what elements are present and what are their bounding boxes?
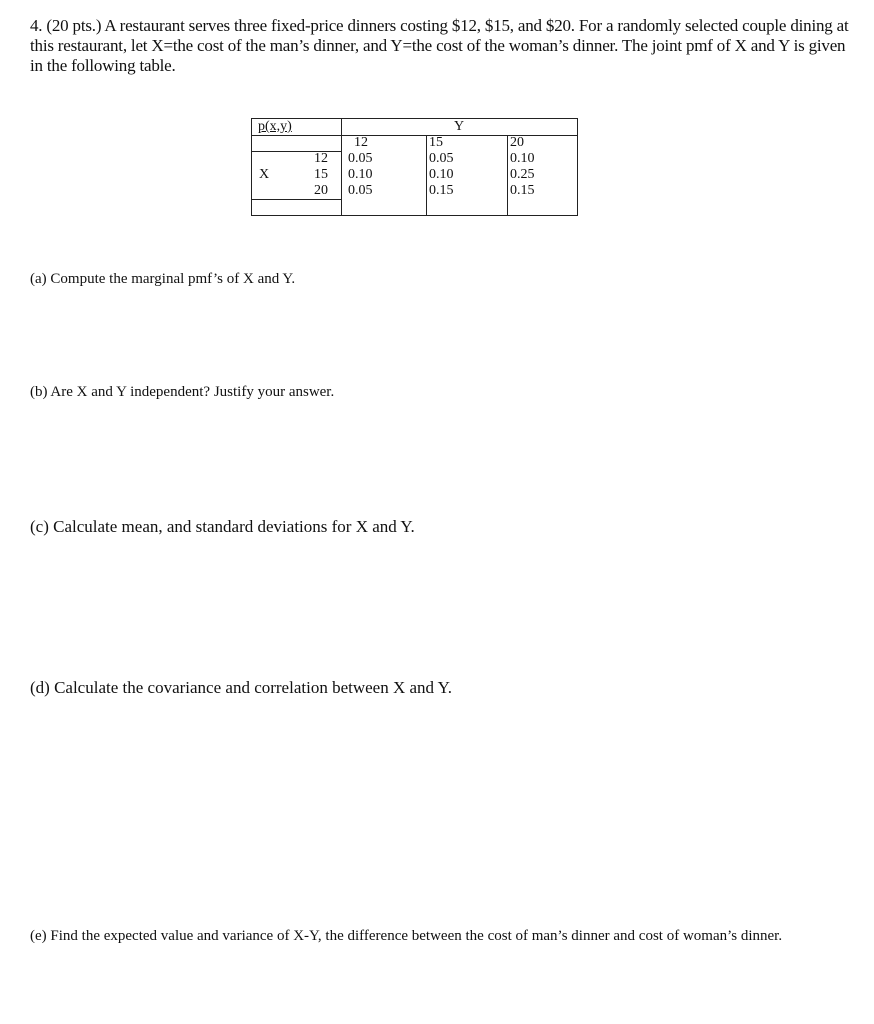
part-a: (a) Compute the marginal pmf’s of X and Y.	[30, 271, 296, 287]
probability-cell: 0.05	[348, 151, 373, 166]
joint-pmf-table	[251, 118, 578, 216]
x-value: 15	[314, 167, 328, 182]
part-c: (c) Calculate mean, and standard deviations for X and Y.	[30, 517, 415, 536]
part-d: (d) Calculate the covariance and correlation between X and Y.	[30, 678, 452, 697]
probability-cell: 0.10	[348, 167, 373, 182]
probability-cell: 0.05	[429, 151, 454, 166]
table-divider	[341, 119, 342, 215]
part-b: (b) Are X and Y independent? Justify your answer.	[30, 384, 335, 400]
probability-cell: 0.15	[510, 183, 535, 198]
row-variable-label: X	[259, 167, 270, 182]
probability-cell: 0.05	[348, 183, 373, 198]
problem-points: (20 pts.)	[46, 16, 102, 35]
probability-cell: 0.25	[510, 167, 535, 182]
y-value: 20	[510, 135, 524, 150]
problem-statement	[30, 16, 850, 76]
corner-label: p(x,y)	[258, 119, 292, 134]
x-value: 20	[314, 183, 328, 198]
probability-cell: 0.15	[429, 183, 454, 198]
y-value: 12	[354, 135, 368, 150]
table-divider	[252, 135, 577, 136]
column-variable-label: Y	[454, 119, 465, 134]
y-value: 15	[429, 135, 443, 150]
problem-number: 4.	[30, 16, 43, 35]
x-value: 12	[314, 151, 328, 166]
table-divider	[426, 135, 427, 215]
table-divider	[252, 199, 341, 200]
problem-text: A restaurant serves three fixed-price dinners costing $12, $15, and $20. For a randomly selected couple dining at this restaurant, let X=the cost of the man’s dinner, and Y=the cost of the woman’s dinner. The joint pmf of X and Y is given in the following table.	[30, 16, 849, 75]
table-divider	[507, 135, 508, 215]
probability-cell: 0.10	[510, 151, 535, 166]
probability-cell: 0.10	[429, 167, 454, 182]
part-e: (e) Find the expected value and variance of X-Y, the difference between the cost of man’s dinner and cost of woman’s dinner.	[30, 928, 783, 944]
